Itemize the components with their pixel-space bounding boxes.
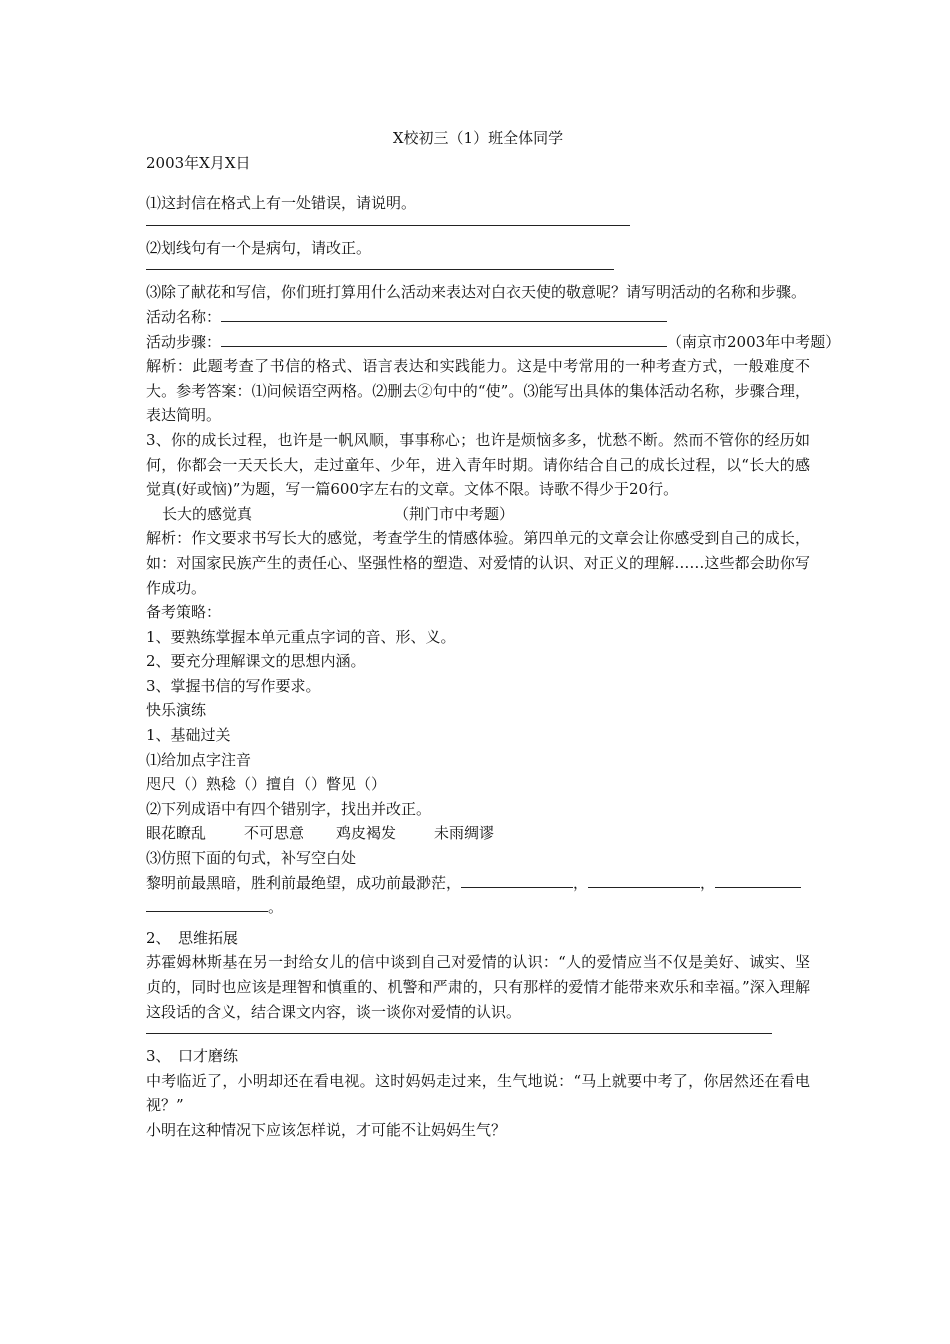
question-sick-sentence: ⑵划线句有一个是病句，请改正。	[146, 238, 372, 257]
idiom-item: 鸡皮褐发	[336, 824, 397, 843]
letter-signature: X校初三（1）班全体同学	[392, 129, 564, 147]
imitate-blank	[146, 896, 268, 912]
answer-line	[146, 268, 614, 270]
section-basics: 1、基础过关	[146, 726, 231, 745]
activity-steps-row	[146, 330, 841, 355]
question-format-error: ⑴这封信在格式上有一处错误，请说明。	[146, 194, 417, 213]
imitate-blank	[715, 872, 801, 888]
pinyin-items: 咫尺（）熟稔（）擅自（）瞥见（）	[146, 775, 387, 794]
imitate-text: 黎明前最黑暗，胜利前最绝望，成功前最渺茫，	[146, 873, 462, 892]
imitate-row	[146, 871, 810, 896]
activity-name-row	[146, 305, 810, 330]
answer-line	[146, 1032, 772, 1034]
activity-steps-blank	[221, 331, 667, 347]
analysis-paragraph-2: 解析：作文要求书写长大的感觉，考查学生的情感体验。第四单元的文章会让你感受到自己的成长，如：对国家民族产生的责任心、坚强性格的塑造、对爱情的认识、对正义的理解……这些都会助你写作成功。	[146, 529, 810, 597]
strategy-item: 3、掌握书信的写作要求。	[146, 676, 321, 695]
activity-steps-label: 活动步骤：	[146, 332, 222, 351]
imitate-row-cont	[146, 895, 810, 920]
comma: ，	[700, 873, 716, 892]
question-activity: ⑶除了献花和写信，你们班打算用什么活动来表达对白衣天使的敬意呢？请写明活动的名称和步骤。	[146, 283, 807, 302]
composition-title-row	[146, 502, 810, 527]
idiom-item: 未雨绸谬	[434, 824, 495, 843]
document-page	[146, 126, 841, 1143]
imitate-blank	[461, 872, 573, 888]
question-pinyin: ⑴给加点字注音	[146, 750, 252, 769]
activity-name-label: 活动名称：	[146, 307, 222, 326]
strategy-item: 2、要充分理解课文的思想内涵。	[146, 652, 366, 671]
idiom-item: 不可思意	[244, 824, 305, 843]
question-composition: 3、你的成长过程，也许是一帆风顺，事事称心；也许是烦恼多多，忧愁不断。然而不管你的经历如何，你都会一天天长大，走过童年、少年，进入青年时期。请你结合自己的成长过程，以“长大的感觉真(好或恼)”为题，写一篇600字左右的文章。文体不限。诗歌不得少于20行。	[146, 430, 810, 499]
strategy-heading: 备考策略：	[146, 603, 222, 622]
comma: ，	[573, 873, 589, 892]
practice-heading: 快乐演练	[146, 701, 207, 720]
imitate-blank	[588, 872, 700, 888]
analysis-paragraph-1: 解析：此题考查了书信的格式、语言表达和实践能力。这是中考常用的一种考查方式，一般难度不大。参考答案：⑴问候语空两格。⑵删去②句中的“使”。⑶能写出具体的集体活动名称，步骤合理，表达简明。	[146, 357, 810, 425]
letter-date: 2003年X月X日	[146, 153, 251, 172]
idiom-row	[146, 821, 810, 846]
question-imitate: ⑶仿照下面的句式，补写空白处	[146, 849, 357, 868]
activity-name-blank	[221, 306, 667, 322]
period: 。	[268, 898, 284, 917]
composition-title: 长大的感觉真	[162, 504, 253, 523]
speaking-paragraph: 中考临近了，小明却还在看电视。这时妈妈走过来，生气地说：“马上就要中考了，你居然还在看电视？”	[146, 1071, 810, 1115]
question-source: （南京市2003年中考题）	[667, 332, 841, 351]
question-typos: ⑵下列成语中有四个错别字，找出并改正。	[146, 799, 432, 818]
idiom-item: 眼花瞭乱	[146, 824, 207, 843]
section-speaking: 3、 口才磨练	[146, 1047, 239, 1066]
section-thinking: 2、 思维拓展	[146, 928, 239, 947]
speaking-question: 小明在这种情况下应该怎样说，才可能不让妈妈生气？	[146, 1120, 507, 1139]
answer-line	[146, 224, 630, 226]
strategy-item: 1、要熟练掌握本单元重点字词的音、形、义。	[146, 627, 456, 646]
composition-source: （荆门市中考题）	[394, 504, 515, 523]
thinking-paragraph: 苏霍姆林斯基在另一封给女儿的信中谈到自己对爱情的认识：“人的爱情应当不仅是美好、诚实、坚贞的，同时也应该是理智和慎重的、机警和严肃的，只有那样的爱情才能带来欢乐和幸福。”深入理解这段话的含义，结合课文内容，谈一谈你对爱情的认识。	[146, 953, 810, 1021]
